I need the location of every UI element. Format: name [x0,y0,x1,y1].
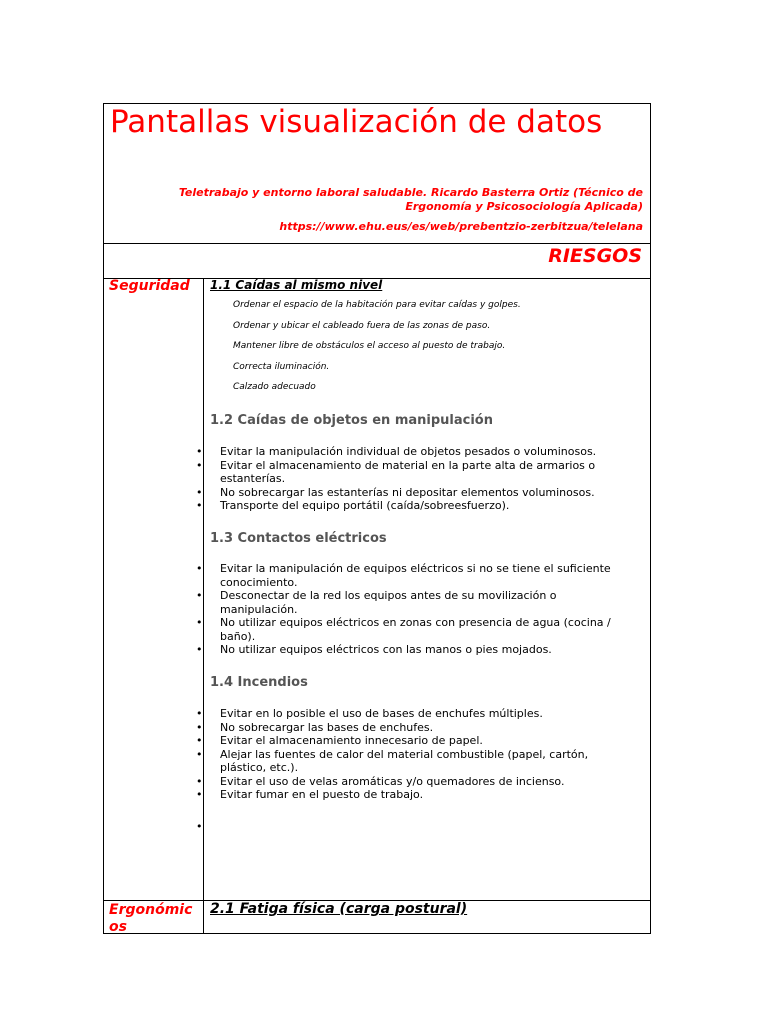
list-item: • No sobrecargar las bases de enchufes. [196,721,616,735]
list-item: • No utilizar equipos eléctricos en zonas con presencia de agua (cocina / baño). [196,616,616,643]
list-item: • No utilizar equipos eléctricos con las manos o pies mojados. [196,643,616,657]
row-label-seguridad: Seguridad [109,278,190,294]
list-item: • Transporte del equipo portátil (caída/sobreesfuerzo). [196,499,616,513]
list-item: • Alejar las fuentes de calor del material combustible (papel, cartón, plástico, etc.). [196,748,616,775]
section-heading-1-1: 1.1 Caídas al mismo nivel [210,278,383,292]
list-item: • Evitar la manipulación individual de objetos pesados o voluminosos. [196,445,616,459]
row-label-ergonomicos [109,902,192,936]
list-item: • No sobrecargar las estanterías ni depositar elementos voluminosos. [196,486,616,500]
list-item: • Evitar el uso de velas aromáticas y/o quemadores de incienso. [196,775,616,789]
row-label-line: Ergonómic [109,902,193,918]
list-item: • Evitar el almacenamiento de material en la parte alta de armarios o estanterías. [196,459,616,486]
row-label-line: os [109,919,127,935]
header-cell [104,104,650,244]
section-heading-2-1: 2.1 Fatiga física (carga postural) [210,901,468,917]
list-1-3 [196,562,616,657]
section-heading-1-4: 1.4 Incendios [210,675,308,690]
document-subtitle: Teletrabajo y entorno laboral saludable. Ricardo Basterra Ortiz (Técnico de Ergonomía y Psicosociología Aplicada) [178,186,643,213]
list-item: Mantener libre de obstáculos el acceso al puesto de trabajo. [233,341,506,351]
list-1-4 [196,707,616,802]
risks-header-cell [104,244,650,279]
list-1-2 [196,445,616,513]
list-item: Calzado adecuado [233,382,316,392]
list-item: Correcta iluminación. [233,361,330,372]
document-title: Pantallas visualización de datos [110,104,603,140]
section-heading-1-2: 1.2 Caídas de objetos en manipulación [210,413,493,428]
list-item: Ordenar el espacio de la habitación para evitar caídas y golpes. [233,300,521,310]
empty-bullet: • [196,820,203,833]
source-link[interactable]: https://www.ehu.eus/es/web/prebentzio-zerbitzua/telelana [279,220,643,233]
list-item: • Desconectar de la red los equipos antes de su movilización o manipulación. [196,589,616,616]
list-item: • Evitar en lo posible el uso de bases de enchufes múltiples. [196,707,616,721]
list-item: Ordenar y ubicar el cableado fuera de las zonas de paso. [233,320,491,331]
risks-table [103,103,651,934]
list-item: • Evitar la manipulación de equipos eléctricos si no se tiene el suficiente conocimiento. [196,562,616,589]
list-item: • Evitar fumar en el puesto de trabajo. [196,788,616,802]
section-heading-1-3: 1.3 Contactos eléctricos [210,531,387,546]
risks-heading: RIESGOS [548,245,642,267]
list-item: • Evitar el almacenamiento innecesario de papel. [196,734,616,748]
list-1-1 [233,300,521,403]
